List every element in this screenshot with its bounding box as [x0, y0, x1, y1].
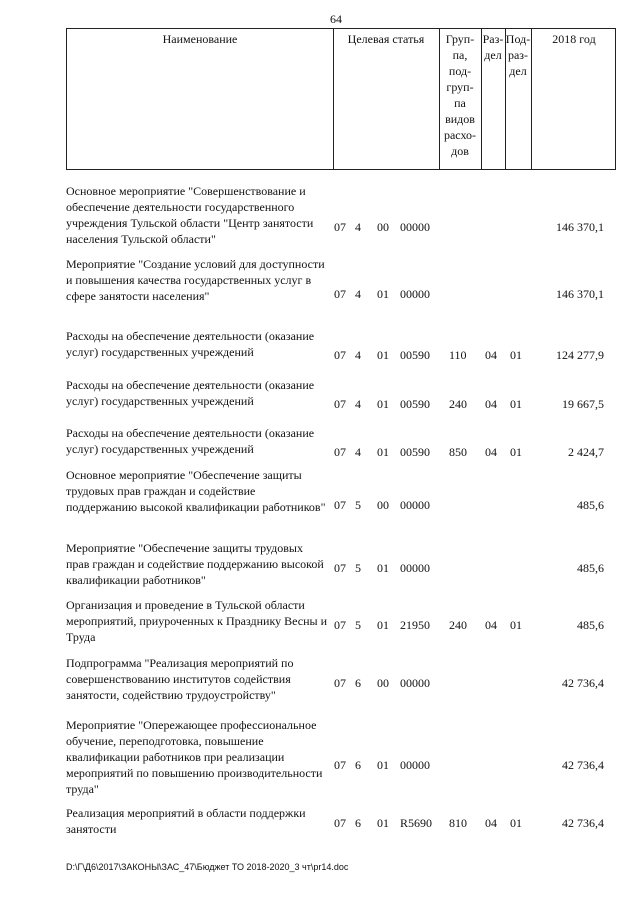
subsection: 01 — [510, 445, 522, 459]
amount-2018: 42 736,4 — [562, 758, 604, 772]
target-program: 07 — [334, 618, 346, 632]
section: 04 — [485, 445, 497, 459]
target-program: 07 — [334, 220, 346, 234]
amount-2018: 485,6 — [577, 498, 604, 512]
header-group: Груп- па, под- груп- па видов расхо- дов — [443, 32, 477, 158]
target-program: 07 — [334, 676, 346, 690]
expense-group: 240 — [449, 397, 467, 411]
row-name: Расходы на обеспечение деятельности (оказание услуг) государственных учреждений — [66, 378, 315, 408]
header-year: 2018 год — [552, 32, 596, 46]
target-event: 01 — [377, 445, 389, 459]
target-subprogram: 5 — [355, 561, 361, 575]
target-subprogram: 4 — [355, 445, 361, 459]
table-header — [66, 28, 616, 170]
target-direction: 00000 — [400, 287, 430, 301]
row-name: Мероприятие "Обеспечение защиты трудовых прав граждан и содействие поддержанию высокой квалификации работников" — [66, 541, 324, 587]
target-program: 07 — [334, 498, 346, 512]
target-program: 07 — [334, 287, 346, 301]
amount-2018: 19 667,5 — [562, 397, 604, 411]
amount-2018: 485,6 — [577, 618, 604, 632]
section: 04 — [485, 348, 497, 362]
target-subprogram: 4 — [355, 348, 361, 362]
target-event: 00 — [377, 498, 389, 512]
target-program: 07 — [334, 758, 346, 772]
expense-group: 810 — [449, 816, 467, 830]
target-direction: R5690 — [400, 816, 433, 830]
row-name: Организация и проведение в Тульской области мероприятий, приуроченных к Празднику Весны и Труда — [66, 598, 327, 644]
target-event: 01 — [377, 397, 389, 411]
amount-2018: 146 370,1 — [556, 220, 604, 234]
target-event: 00 — [377, 220, 389, 234]
target-program: 07 — [334, 348, 346, 362]
target-direction: 00000 — [400, 220, 430, 234]
page-number: 64 — [330, 12, 342, 26]
target-program: 07 — [334, 561, 346, 575]
subsection: 01 — [510, 816, 522, 830]
target-direction: 00000 — [400, 676, 430, 690]
target-event: 01 — [377, 618, 389, 632]
target-subprogram: 4 — [355, 287, 361, 301]
target-program: 07 — [334, 816, 346, 830]
target-subprogram: 6 — [355, 758, 361, 772]
subsection: 01 — [510, 397, 522, 411]
file-path-footer: D:\Г\Д6\2017\ЗАКОНЫ\ЗАС_47\Бюджет ТО 2018-2020_3 чт\pr14.doc — [66, 862, 349, 872]
target-program: 07 — [334, 397, 346, 411]
amount-2018: 42 736,4 — [562, 676, 604, 690]
amount-2018: 124 277,9 — [556, 348, 604, 362]
header-name: Наименование — [162, 32, 238, 46]
expense-group: 850 — [449, 445, 467, 459]
row-name: Мероприятие "Создание условий для доступности и повышения качества государственных услуг в сфере занятости населения" — [66, 257, 325, 303]
target-direction: 21950 — [400, 618, 430, 632]
amount-2018: 485,6 — [577, 561, 604, 575]
target-subprogram: 5 — [355, 498, 361, 512]
target-program: 07 — [334, 445, 346, 459]
row-name: Подпрограмма "Реализация мероприятий по совершенствованию институтов содействия занятости, содействию трудоустройству" — [66, 656, 294, 702]
subsection: 01 — [510, 348, 522, 362]
target-direction: 00000 — [400, 498, 430, 512]
target-direction: 00590 — [400, 397, 430, 411]
target-event: 01 — [377, 348, 389, 362]
section: 04 — [485, 397, 497, 411]
target-direction: 00000 — [400, 758, 430, 772]
amount-2018: 146 370,1 — [556, 287, 604, 301]
row-name: Основное мероприятие "Совершенствование и обеспечение деятельности государственного учреждения Тульской области "Центр занятости населения Тульской области" — [66, 184, 314, 246]
target-event: 01 — [377, 758, 389, 772]
row-name: Расходы на обеспечение деятельности (оказание услуг) государственных учреждений — [66, 426, 315, 456]
target-subprogram: 6 — [355, 816, 361, 830]
target-event: 01 — [377, 287, 389, 301]
expense-group: 110 — [449, 348, 467, 362]
header-section: Раз- дел — [482, 32, 504, 62]
target-subprogram: 4 — [355, 397, 361, 411]
target-subprogram: 5 — [355, 618, 361, 632]
target-direction: 00590 — [400, 348, 430, 362]
target-direction: 00590 — [400, 445, 430, 459]
target-subprogram: 4 — [355, 220, 361, 234]
target-event: 00 — [377, 676, 389, 690]
target-event: 01 — [377, 561, 389, 575]
header-subsection: Под- раз- дел — [505, 32, 531, 78]
row-name: Основное мероприятие "Обеспечение защиты трудовых прав граждан и содействие поддержанию высокой квалификации работников" — [66, 468, 326, 514]
expense-group: 240 — [449, 618, 467, 632]
amount-2018: 2 424,7 — [568, 445, 604, 459]
amount-2018: 42 736,4 — [562, 816, 604, 830]
subsection: 01 — [510, 618, 522, 632]
section: 04 — [485, 816, 497, 830]
target-direction: 00000 — [400, 561, 430, 575]
header-target: Целевая статья — [347, 32, 425, 46]
section: 04 — [485, 618, 497, 632]
row-name: Мероприятие "Опережающее профессиональное обучение, переподготовка, повышение квалификации работников при реализации мероприятий по повышению производительности труда" — [66, 718, 323, 796]
row-name: Расходы на обеспечение деятельности (оказание услуг) государственных учреждений — [66, 329, 315, 359]
row-name: Реализация мероприятий в области поддержки занятости — [66, 806, 306, 836]
target-event: 01 — [377, 816, 389, 830]
target-subprogram: 6 — [355, 676, 361, 690]
